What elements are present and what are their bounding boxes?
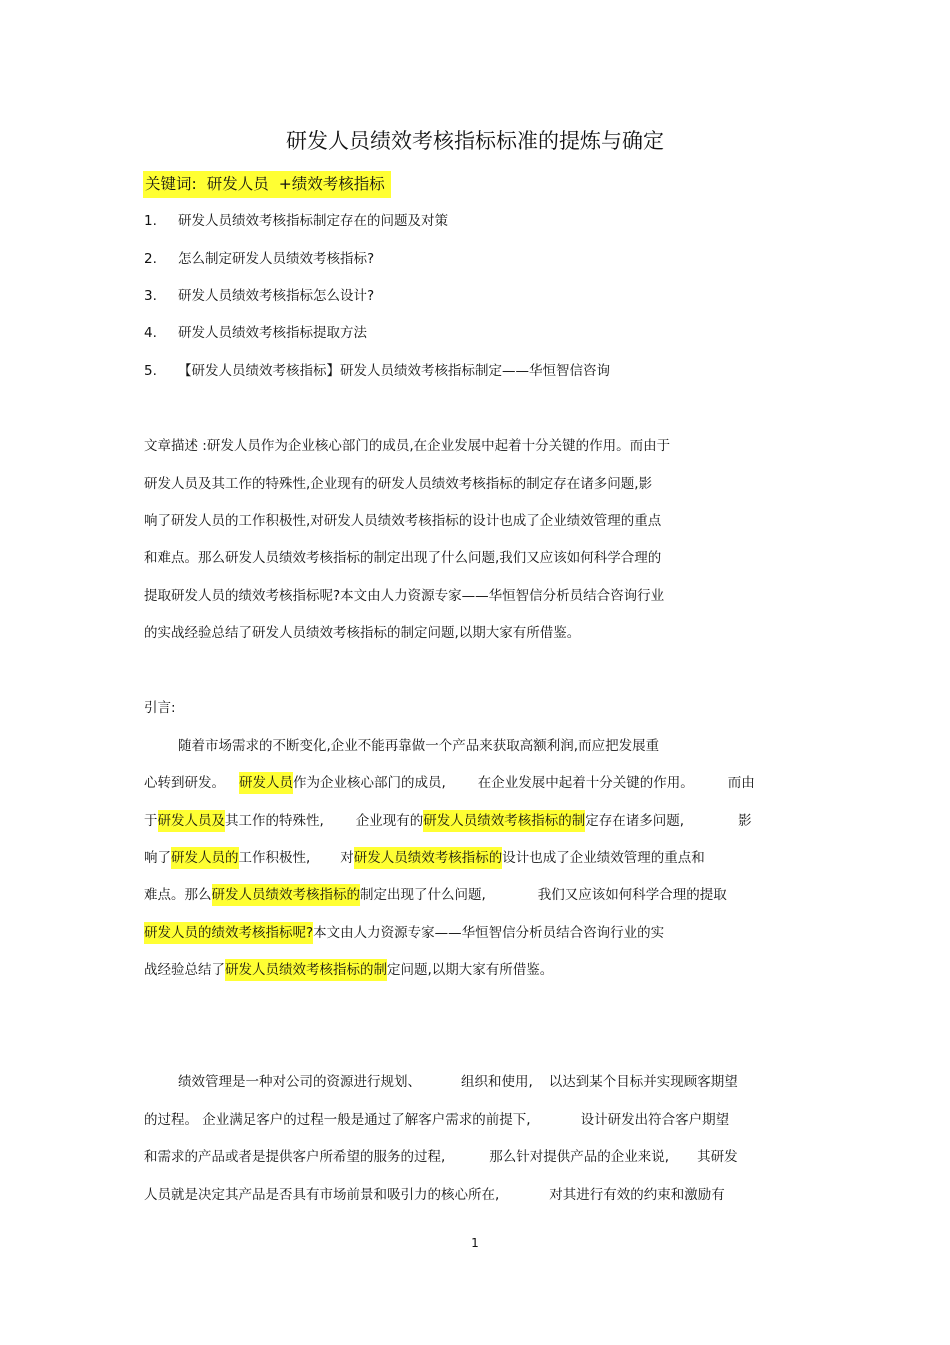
keyword-2: +绩效考核指标 <box>278 175 385 193</box>
document-title: 研发人员绩效考核指标标准的提炼与确定 <box>286 129 664 153</box>
intro-line: 随着市场需求的不断变化,企业不能再靠做一个产品来获取高额利润,而应把发展重 <box>178 738 660 754</box>
highlight: 研发人员绩效考核指标的 <box>354 847 503 869</box>
description-line: 研发人员及其工作的特殊性,企业现有的研发人员绩效考核指标的制定存在诸多问题,影 <box>144 476 653 492</box>
body-line: 绩效管理是一种对公司的资源进行规划、 组织和使用, 以达到某个目标并实现顾客期望 <box>178 1074 738 1090</box>
toc-item: 2. 怎么制定研发人员绩效考核指标? <box>144 251 375 267</box>
description-line: 和难点。那么研发人员绩效考核指标的制定出现了什么问题,我们又应该如何科学合理的 <box>144 550 662 566</box>
intro-line: 研发人员的绩效考核指标呢?本文由人力资源专家——华恒智信分析员结合咨询行业的实 <box>144 922 664 944</box>
intro-line: 响了研发人员的工作积极性, 对研发人员绩效考核指标的设计也成了企业绩效管理的重点和 <box>144 847 705 869</box>
intro-line: 难点。那么研发人员绩效考核指标的制定出现了什么问题, 我们又应该如何科学合理的提取 <box>144 884 727 906</box>
highlight: 研发人员的 <box>171 847 239 869</box>
toc-item: 5. 【研发人员绩效考核指标】研发人员绩效考核指标制定——华恒智信咨询 <box>144 363 610 379</box>
body-line: 的过程。 企业满足客户的过程一般是通过了解客户需求的前提下, 设计研发出符合客户期望 <box>144 1112 730 1128</box>
page-number: 1 <box>471 1236 479 1250</box>
intro-line: 于研发人员及其工作的特殊性, 企业现有的研发人员绩效考核指标的制定存在诸多问题, 影 <box>144 810 752 832</box>
toc-item: 4. 研发人员绩效考核指标提取方法 <box>144 325 367 341</box>
description-line: 文章描述 :研发人员作为企业核心部门的成员,在企业发展中起着十分关键的作用。而由于 <box>144 438 671 454</box>
highlight: 研发人员 <box>239 772 293 794</box>
keywords-line <box>143 171 391 198</box>
body-line: 和需求的产品或者是提供客户所希望的服务的过程, 那么针对提供产品的企业来说, 其研发 <box>144 1149 738 1165</box>
keywords-label: 关键词: <box>145 175 197 193</box>
highlight: 研发人员绩效考核指标的 <box>212 884 361 906</box>
highlight: 研发人员及 <box>158 810 226 832</box>
intro-label: 引言: <box>144 700 176 716</box>
highlight: 研发人员绩效考核指标的制 <box>423 810 585 832</box>
intro-line: 心转到研发。 研发人员作为企业核心部门的成员, 在企业发展中起着十分关键的作用。 而由 <box>144 772 755 794</box>
highlight: 研发人员的绩效考核指标呢? <box>144 922 313 944</box>
keyword-1: 研发人员 <box>206 175 269 193</box>
toc-item: 1. 研发人员绩效考核指标制定存在的问题及对策 <box>144 213 448 229</box>
description-line: 响了研发人员的工作积极性,对研发人员绩效考核指标的设计也成了企业绩效管理的重点 <box>144 513 662 529</box>
intro-line: 战经验总结了研发人员绩效考核指标的制定问题,以期大家有所借鉴。 <box>144 959 553 981</box>
description-line: 提取研发人员的绩效考核指标呢?本文由人力资源专家——华恒智信分析员结合咨询行业 <box>144 588 665 604</box>
highlight: 研发人员绩效考核指标的制 <box>225 959 387 981</box>
body-line: 人员就是决定其产品是否具有市场前景和吸引力的核心所在, 对其进行有效的约束和激励有 <box>144 1187 725 1203</box>
description-line: 的实战经验总结了研发人员绩效考核指标的制定问题,以期大家有所借鉴。 <box>144 625 581 641</box>
toc-item: 3. 研发人员绩效考核指标怎么设计? <box>144 288 375 304</box>
